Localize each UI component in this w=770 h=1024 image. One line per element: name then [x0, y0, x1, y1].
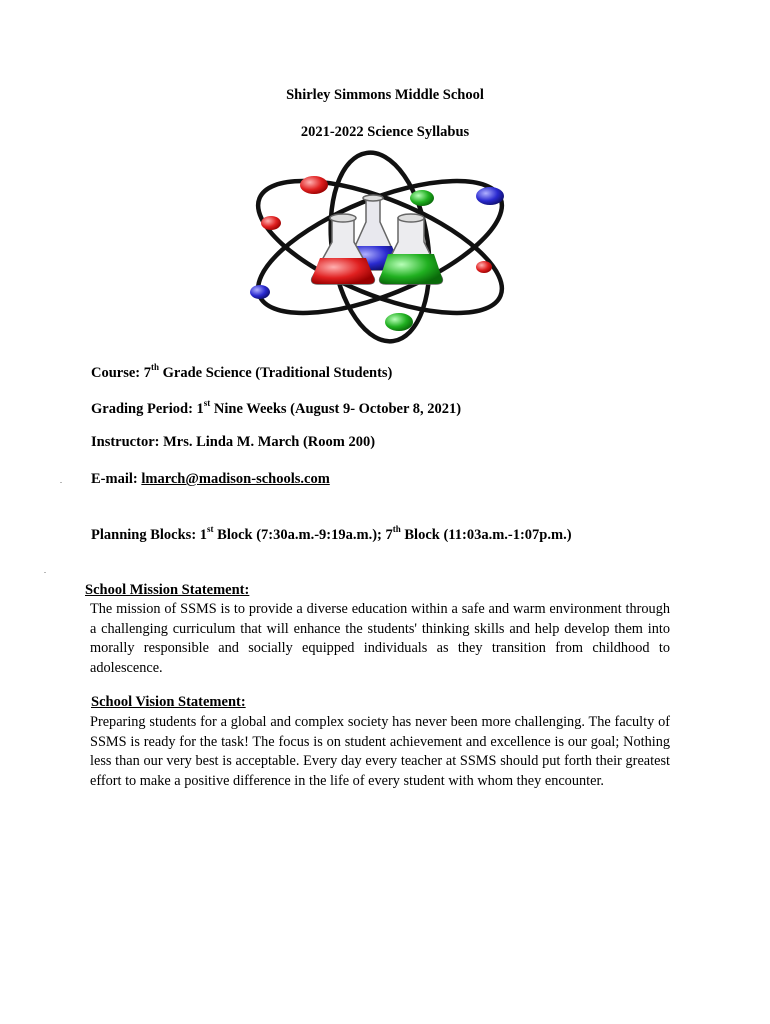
vision-body: Preparing students for a global and complex society has never been more challenging. The faculty of SSMS is ready for the task! The focus is on student achievement and excellence is our goal; Nothing less than our very best is acceptable. Every day every teacher at SSMS should put forth their greatest effort to make a positive difference in the life of every student with whom they encounter. [90, 714, 670, 789]
grading-num: 1 [196, 400, 204, 417]
instructor-line: Instructor: Mrs. Linda M. March (Room 200) [91, 434, 376, 450]
block1-text: Block (7:30a.m.-9:19a.m.); [217, 526, 382, 543]
mission-heading: School Mission Statement: [85, 582, 250, 598]
course-label: Course: [91, 364, 141, 381]
block2-num: 7 [385, 526, 393, 543]
school-name: Shirley Simmons Middle School [286, 87, 484, 103]
course-grade-sup: th [151, 362, 160, 372]
course-line [91, 363, 392, 382]
grading-sup: st [203, 398, 211, 408]
grading-period-line [91, 399, 461, 418]
atom-beakers-icon [240, 150, 520, 345]
syllabus-title: 2021-2022 Science Syllabus [300, 124, 470, 140]
planning-blocks-line [91, 525, 572, 544]
block2-text: Block (11:03a.m.-1:07p.m.) [404, 526, 572, 543]
email-link[interactable]: lmarch@madison-schools.com [141, 471, 330, 487]
course-text: Grade Science (Traditional Students) [162, 364, 393, 381]
planning-label: Planning Blocks: [91, 526, 197, 543]
email-label: E-mail: [91, 471, 138, 487]
block2-sup: th [392, 524, 401, 534]
grading-text: Nine Weeks (August 9- October 8, 2021) [213, 400, 462, 417]
course-grade-num: 7 [143, 364, 152, 381]
margin-dot-2: . [44, 566, 46, 575]
vision-heading: School Vision Statement: [91, 694, 246, 710]
block1-sup: st [207, 524, 214, 534]
email-line [91, 471, 330, 488]
mission-body: The mission of SSMS is to provide a diverse education within a safe and warm environment through a challenging curriculum that will enhance the students' thinking skills and help develop them into morally responsible and socially equipped individuals as they transition from childhood to adolescence. [90, 601, 670, 676]
margin-dot: . [60, 476, 62, 485]
block1-num: 1 [199, 526, 208, 543]
grading-label: Grading Period: [91, 400, 193, 417]
